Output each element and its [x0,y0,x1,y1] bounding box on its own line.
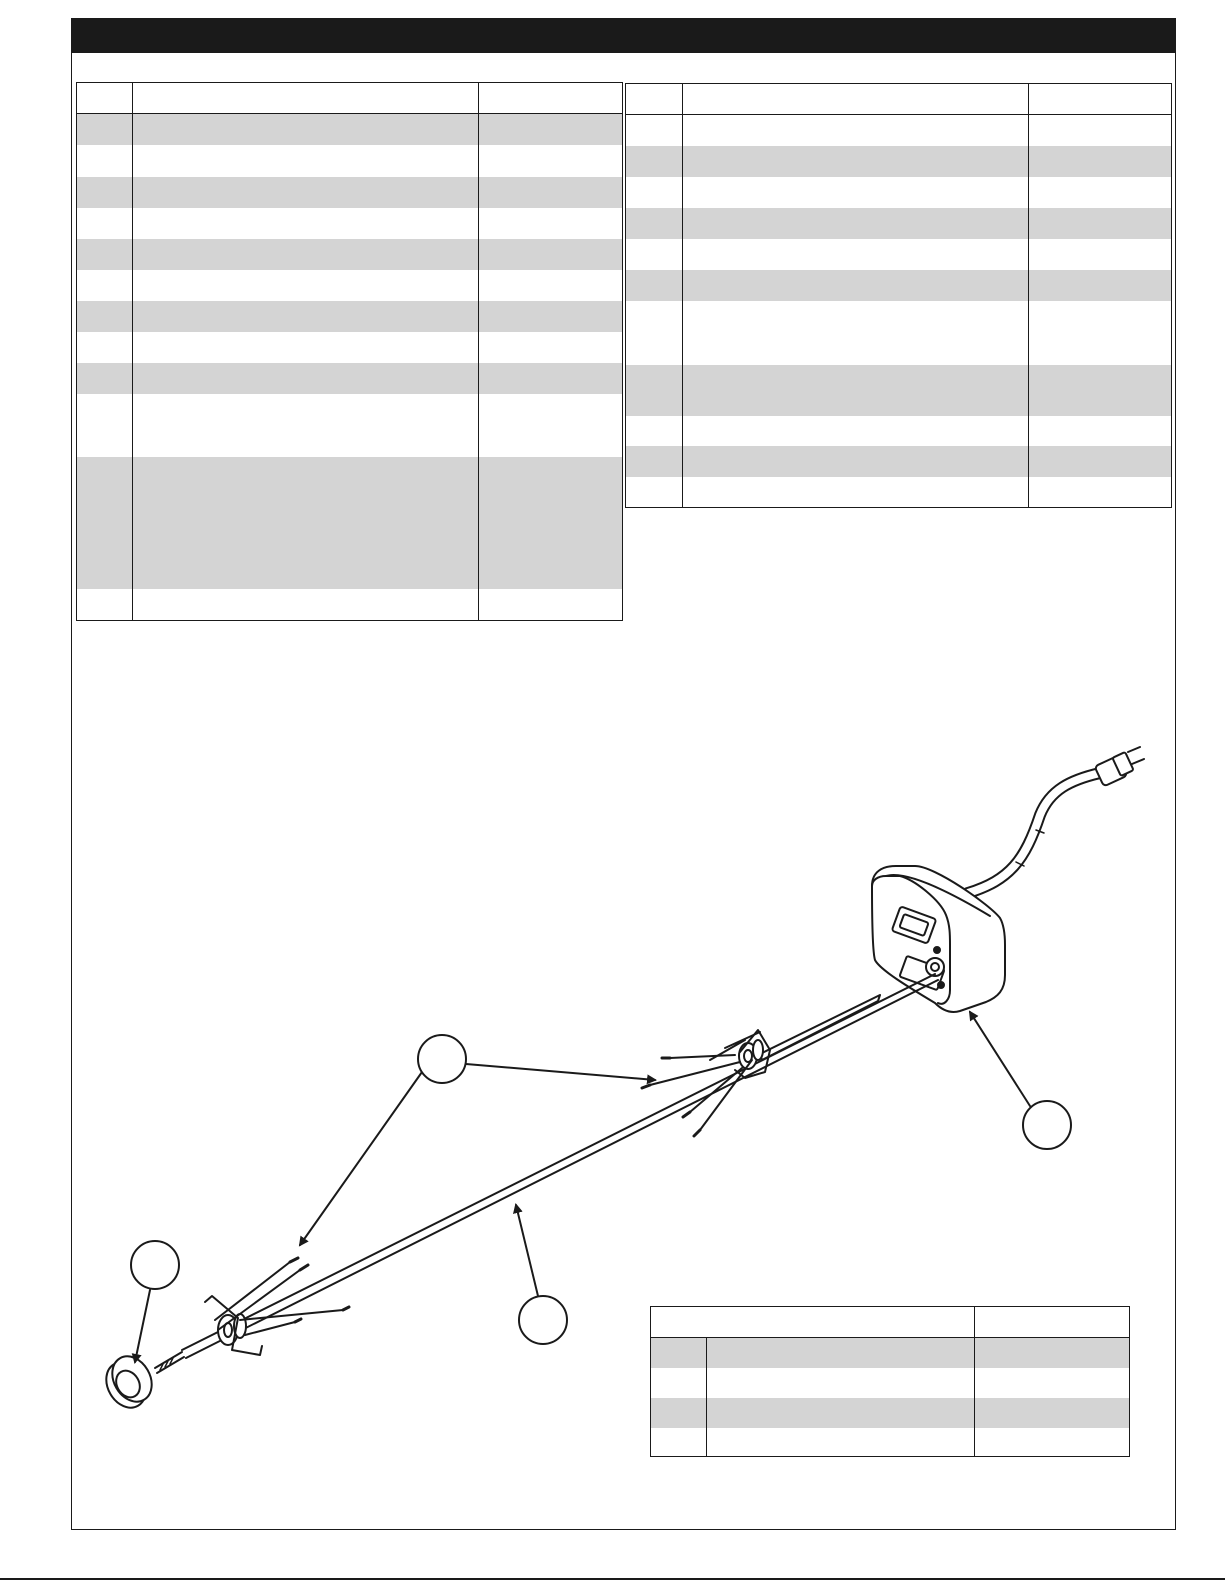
leader-arrow [135,1290,150,1362]
leader-arrow [466,1064,655,1080]
spit-knob [98,1349,184,1415]
spit-rod [182,974,938,1358]
spit-fork-left [205,1258,349,1355]
power-cord [968,773,1100,893]
callout-circle [1023,1101,1071,1149]
leader-arrow [970,1012,1030,1106]
leader-arrow [516,1205,538,1296]
callout-circle [418,1035,466,1083]
footer-rule [0,1578,1225,1580]
callout-circle [519,1296,567,1344]
plug-icon [1095,747,1144,786]
callout-leaders [135,1012,1030,1362]
callout-circle [131,1241,179,1289]
leader-arrow [300,1072,422,1245]
callout-circles [131,1035,1071,1344]
